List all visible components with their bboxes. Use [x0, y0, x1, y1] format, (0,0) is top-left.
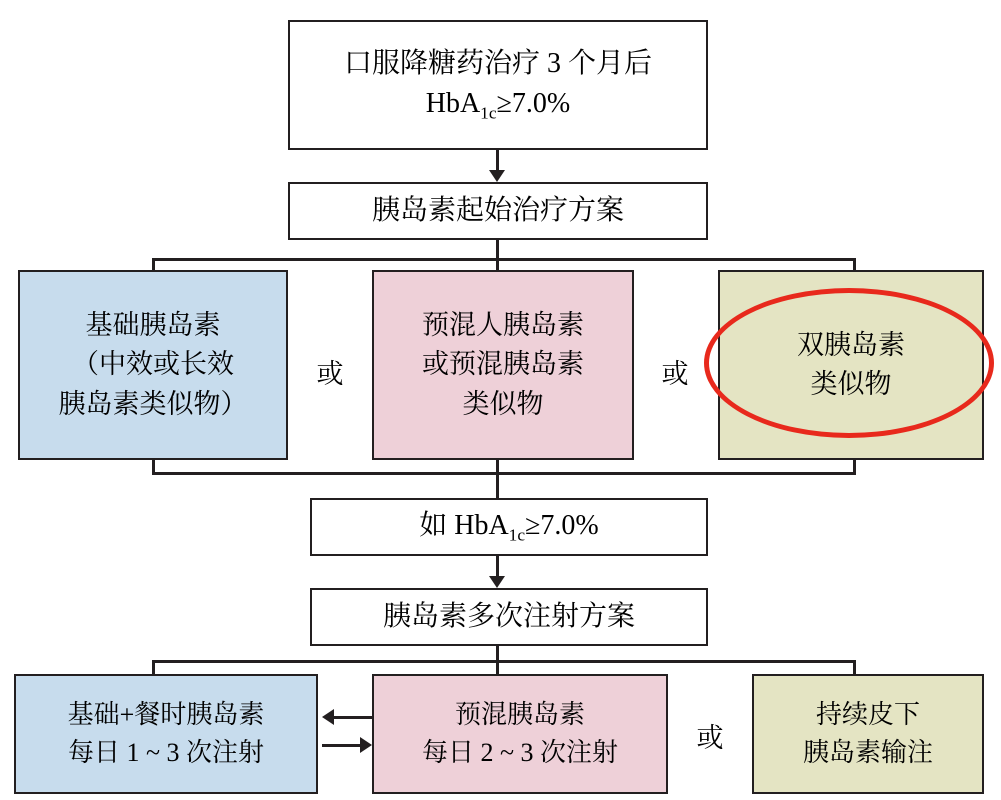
connector-start-bus: [152, 258, 856, 261]
arrowhead-recheck-to-multi: [489, 576, 505, 588]
node-continuous-subcutaneous-infusion-line2: 胰岛素输注: [802, 738, 933, 767]
connector-row1-bus: [152, 472, 856, 475]
node-premixed-human-insulin: [372, 270, 634, 460]
hba1c-subscript: 1c: [480, 104, 497, 124]
node-oral-drug-line2: HbA$_{1c}$≥7.0%: [425, 88, 571, 124]
node-dual-insulin-analogue: [718, 270, 984, 460]
node-oral-drug-3-months: [288, 20, 708, 150]
node-premixed-insulin: [372, 674, 668, 794]
connector-recheck-to-multi: [496, 556, 499, 578]
node-premixed-human-insulin-line2: 或预混胰岛素: [422, 349, 584, 380]
arrowhead-row2-to-premixed: [360, 737, 372, 753]
node-basal-plus-prandial-line1: 基础+餐时胰岛素: [67, 700, 265, 730]
node-continuous-subcutaneous-infusion-line1: 持续皮下: [815, 700, 920, 730]
node-dual-insulin-analogue-line1: 双胰岛素: [797, 329, 905, 360]
node-insulin-start-regimen-label: 胰岛素起始治疗方案: [371, 194, 624, 226]
node-dual-insulin-analogue-line2: 类似物: [810, 369, 892, 399]
node-premixed-human-insulin-line3: 类似物: [462, 388, 544, 419]
node-basal-plus-prandial-line2: 每日 1 ~ 3 次注射: [67, 738, 265, 767]
connector-row1-bus-to-recheck: [496, 472, 499, 500]
node-basal-insulin-line2: （中效或长效: [72, 349, 234, 380]
node-oral-drug-line1: 口服降糖药治疗 3 个月后: [343, 47, 652, 79]
node-recheck-hba1c: [310, 498, 708, 556]
node-basal-insulin-line3: 胰岛素类似物）: [58, 388, 248, 419]
connector-multi-bus: [152, 660, 856, 663]
node-premixed-human-insulin-line1: 预混人胰岛素: [422, 310, 584, 341]
connector-row2-left-arrow-line: [332, 716, 372, 719]
connector-row2-right-arrow-line: [322, 744, 362, 747]
node-insulin-start-regimen: [288, 182, 708, 240]
node-premixed-insulin-line1: 预混胰岛素: [454, 700, 585, 730]
arrowhead-row2-to-basal: [322, 709, 334, 725]
connector-start-stem: [496, 240, 499, 260]
arrowhead-top-to-start: [489, 170, 505, 182]
node-basal-plus-prandial: [14, 674, 318, 794]
connector-top-to-start: [496, 150, 499, 172]
node-multiple-injection-regimen: [310, 588, 708, 646]
node-multiple-injection-regimen-label: 胰岛素多次注射方案: [382, 600, 635, 632]
node-continuous-subcutaneous-infusion: [752, 674, 984, 794]
or-label-1: 或: [316, 359, 344, 389]
hba1c-subscript-2: 1c: [508, 525, 526, 545]
node-recheck-hba1c-label: 如 HbA$_{1c}$≥7.0%: [419, 510, 599, 545]
or-label-3: 或: [696, 723, 724, 753]
node-premixed-insulin-line2: 每日 2 ~ 3 次注射: [421, 738, 619, 767]
node-basal-insulin-line1: 基础胰岛素: [85, 310, 221, 341]
node-basal-insulin: [18, 270, 288, 460]
or-label-2: 或: [661, 359, 689, 389]
